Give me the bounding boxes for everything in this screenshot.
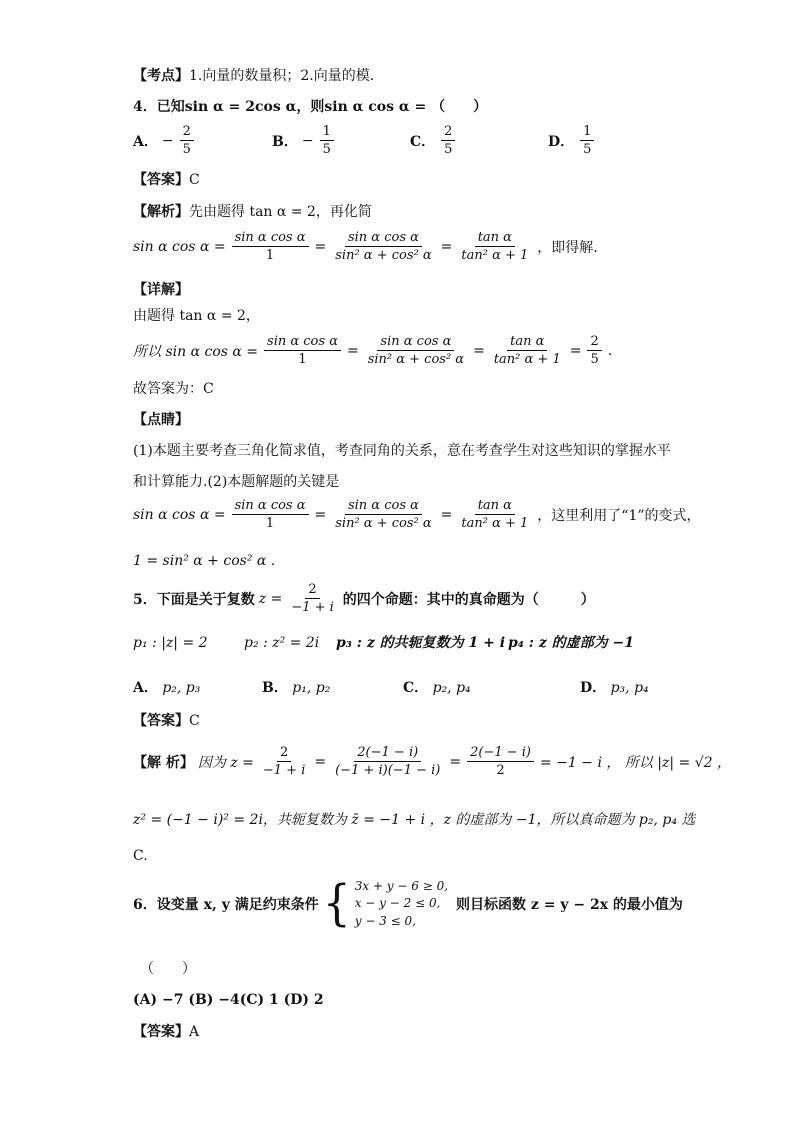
q4-option-a: A． − $\frac{2}{5}$	[133, 124, 196, 157]
q5-jiexi: 【解 析】 因为 z = $\frac{2}{-1 + i}$ = $\frac{2(-1 - i)}{(-1 + i)(-1 - i)}$ = $\frac{2(-1 - i)}{2}$ = −1 − i ， 所以 |z| = √2 ，	[133, 745, 731, 778]
q5-prop-1: p₁ : |z| = 2	[133, 635, 208, 651]
q5-prop-3: p₃ : z 的共轭复数为 1 + i	[336, 635, 506, 651]
kaodian-tag: 【考点】	[133, 68, 189, 84]
q4-stem: 4．已知sin α = 2cos α，则sin α cos α = （ ）	[133, 99, 488, 115]
q4-option-b: B． − $\frac{1}{5}$	[272, 124, 336, 157]
q4-jiexi: 【解析】先由题得 tan α = 2，再化简	[133, 204, 372, 220]
q6-options: (A) −7 (B) −4(C) 1 (D) 2	[133, 992, 324, 1008]
q4-option-c: C． $\frac{2}{5}$	[410, 124, 457, 157]
q4-formula-3: sin α cos α = $\frac{\text{sin α cos α}}{1}$ = $\frac{\text{sin α cos α}}{\text{sin² α + cos² α}}$ = $\frac{\text{tan α}}{\text{tan² α + 1}}$ ，这里利用了“1”的变式，	[133, 498, 701, 531]
kaodian-text: 1.向量的数量积；2.向量的模．	[189, 68, 384, 84]
q4-answer: 【答案】C	[133, 172, 200, 188]
q5-option-c: C． p₂, p₄	[403, 680, 471, 696]
q5-prop-2: p₂ : z² = 2i	[244, 635, 320, 651]
q6-paren: （ ）	[140, 961, 196, 977]
q5-answer: 【答案】C	[133, 713, 200, 729]
q4-detail-1: 由题得 tan α = 2，	[133, 308, 260, 324]
q4-detail-3: 故答案为：C	[133, 381, 214, 397]
q5-option-d: D． p₃, p₄	[580, 680, 649, 696]
q4-formula-1: sin α cos α = $\frac{\text{sin α cos α}}{1}$ = $\frac{\text{sin α cos α}}{\text{sin² α + cos² α}}$ = $\frac{\text{tan α}}{\text{tan² α + 1}}$ ，即得解.	[133, 230, 598, 263]
q4-dianjing-tag: 【点睛】	[133, 412, 189, 428]
q4-note-1: (1)本题主要考查三角化简求值，考查同角的关系，意在考查学生对这些知识的掌握水平	[133, 443, 671, 459]
q5-option-a: A． p₂, p₃	[133, 680, 201, 696]
constraint-system: 3x + y − 6 ≥ 0, x − y − 2 ≤ 0, y − 3 ≤ 0,	[354, 879, 449, 928]
q4-option-d: D． $\frac{1}{5}$	[548, 124, 596, 157]
q5-option-b: B． p₁, p₂	[262, 680, 331, 696]
kaodian-line	[133, 68, 384, 85]
q5-jiexi-2: z² = (−1 − i)² = 2i，共轭复数为 z̄ = −1 + i ，z 的虚部为 −1，所以真命题为 p₂, p₄ 选	[133, 812, 696, 828]
q4-detail-tag: 【详解】	[133, 282, 189, 298]
q5-jiexi-3: C.	[133, 848, 148, 864]
q6-answer: 【答案】A	[133, 1024, 200, 1040]
q4-formula-2: 所以 sin α cos α = $\frac{\text{sin α cos α}}{1}$ = $\frac{\text{sin α cos α}}{\text{sin² α + cos² α}}$ = $\frac{\text{tan α}}{\text{tan² α + 1}}$ = $\frac{2}{5}$ .	[133, 334, 613, 367]
q4-note-4: 1 = sin² α + cos² α .	[133, 553, 276, 569]
q4-note-2: 和计算能力.(2)本题解题的关键是	[133, 474, 340, 490]
q5-stem: 5．下面是关于复数 z = $\frac{2}{-1 + i}$ 的四个命题：其中的真命题为（ ）	[133, 582, 595, 615]
q5-prop-4: p₄ : z 的虚部为 −1	[508, 635, 635, 651]
left-brace: {	[322, 875, 351, 932]
q6-stem: 6．设变量 x, y 满足约束条件 { 3x + y − 6 ≥ 0, x − y − 2 ≤ 0, y − 3 ≤ 0, 则目标函数 z = y − 2x 的最小值为	[133, 875, 683, 932]
